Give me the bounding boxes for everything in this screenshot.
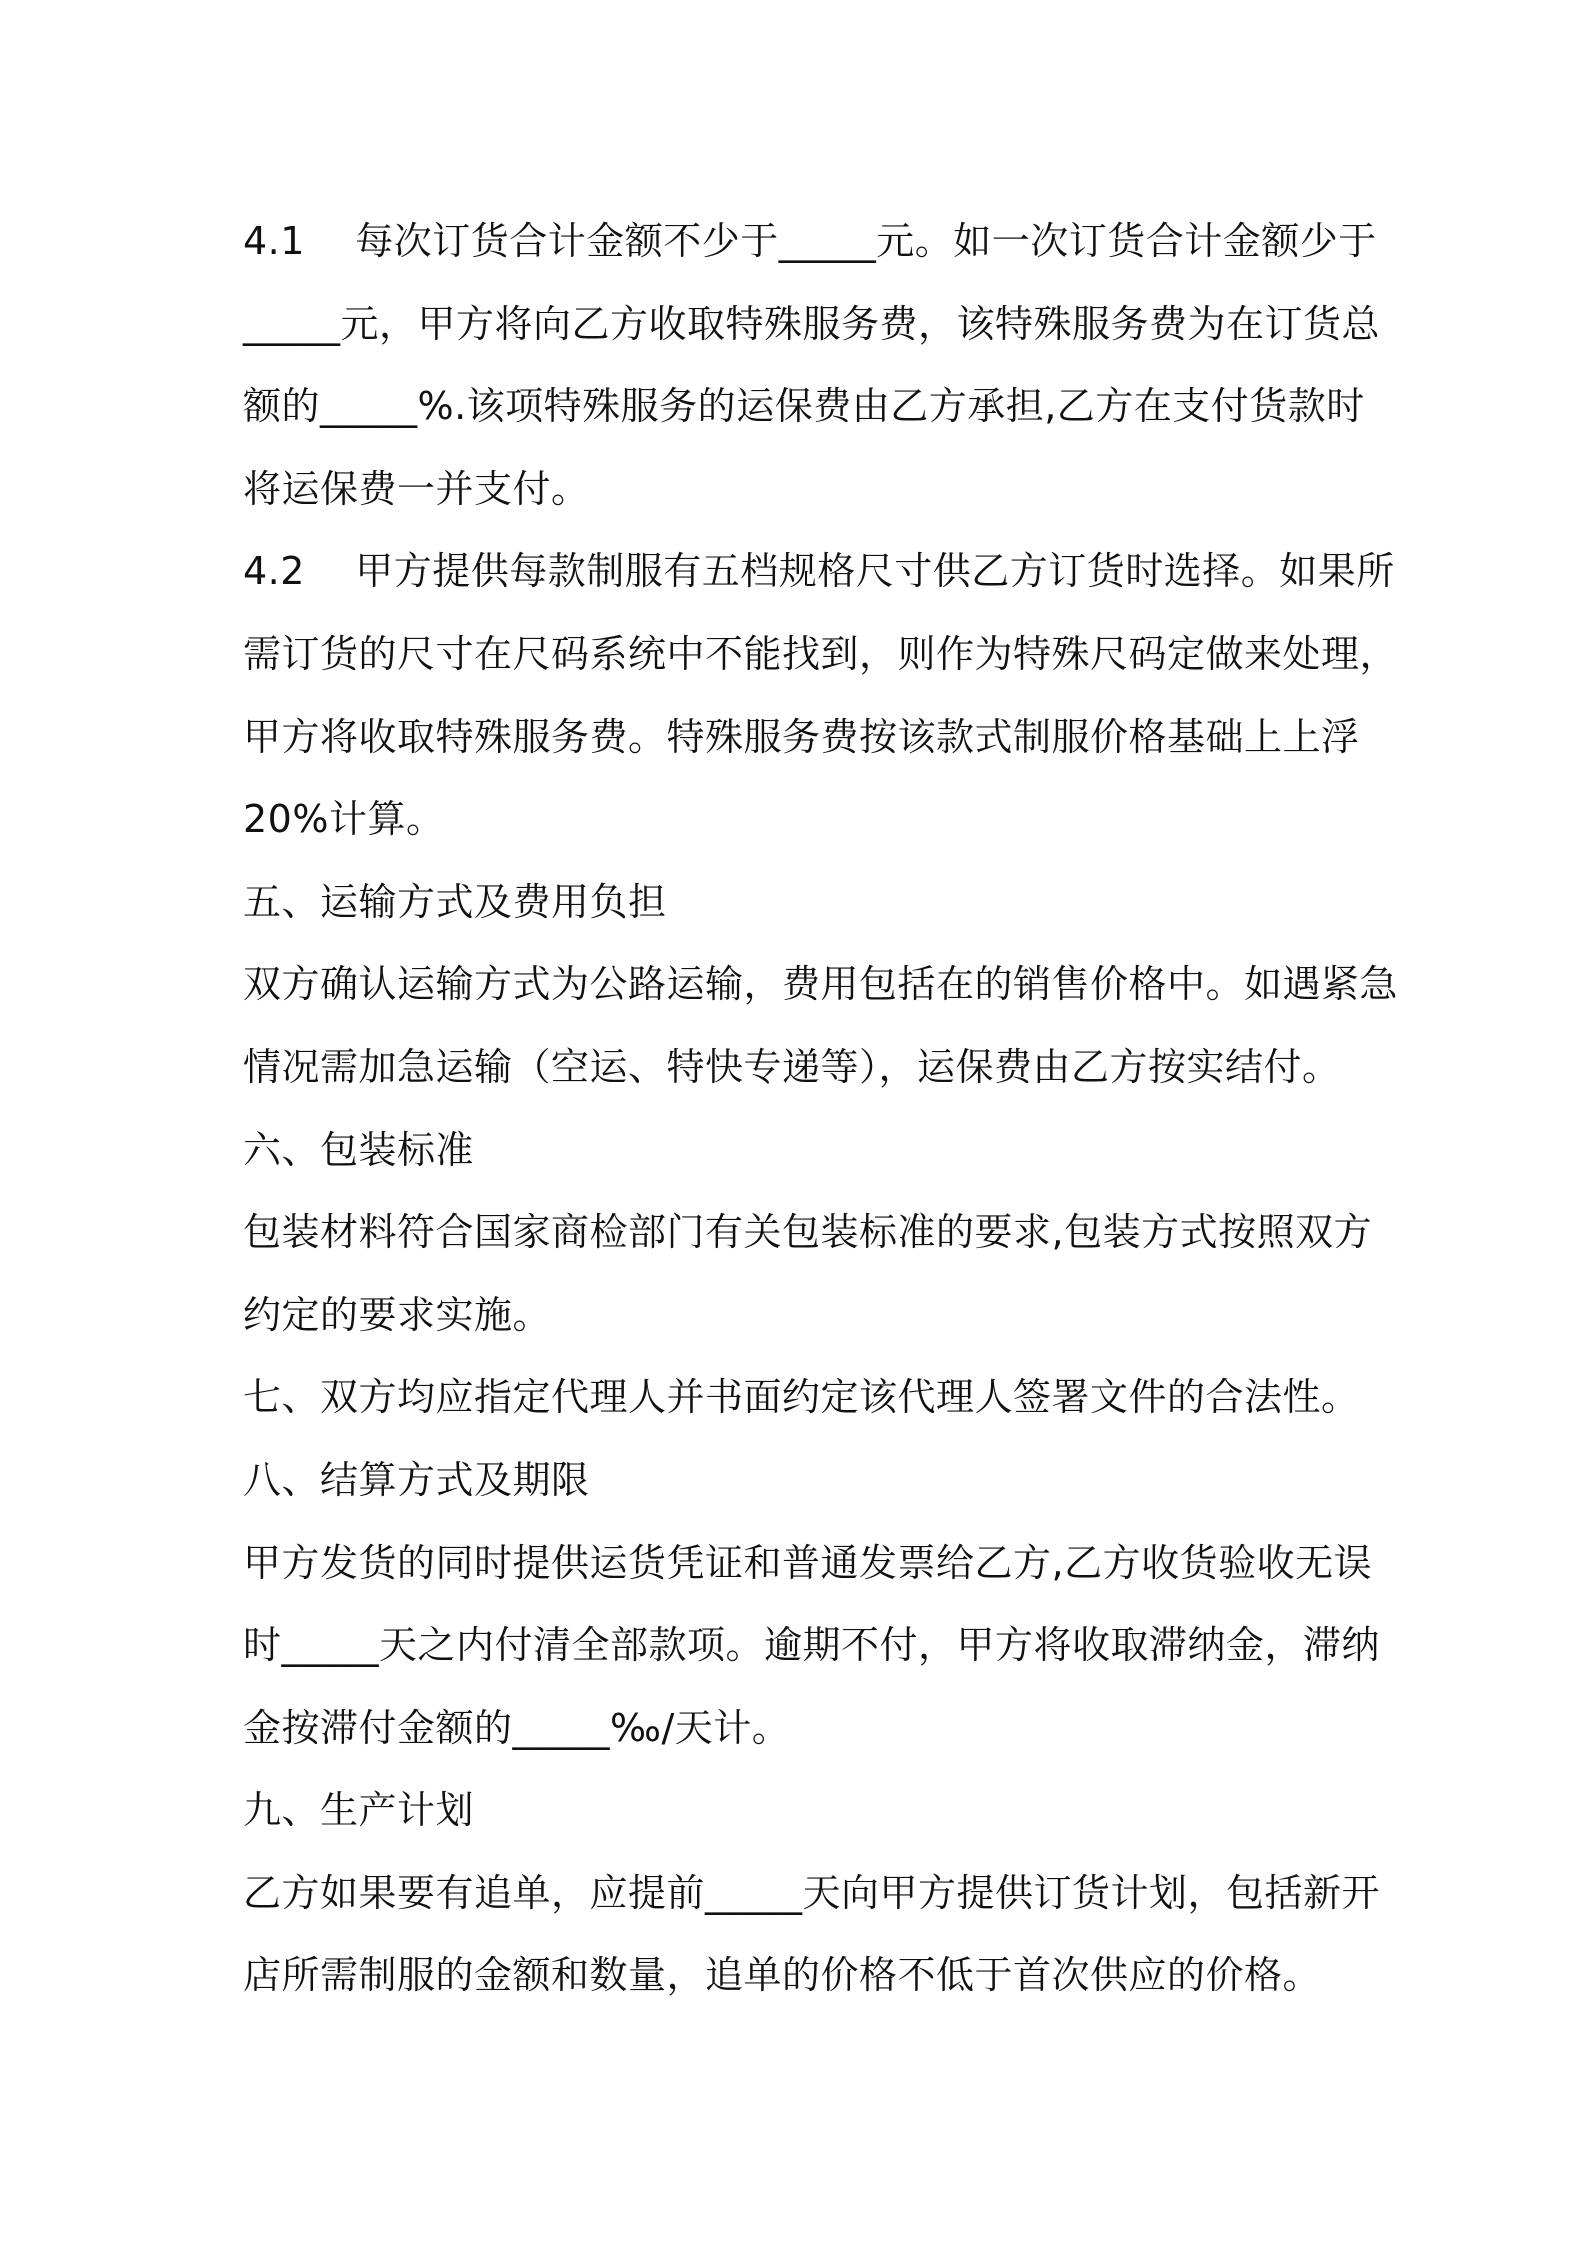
section-8-heading: 八、结算方式及期限 — [243, 1457, 590, 1502]
section-5-line-1: 双方确认运输方式为公路运输，费用包括在的销售价格中。如遇紧急 — [243, 962, 1399, 1007]
clause-4-1-line-4: 将运保费一并支付。 — [243, 466, 590, 511]
section-9-line-2: 店所需制服的金额和数量，追单的价格不低于首次供应的价格。 — [243, 1953, 1322, 1998]
section-8-line-3: 金按滞付金额的_____‰/天计。 — [243, 1705, 791, 1750]
clause-4-1-line-2: _____元，甲方将向乙方收取特殊服务费，该特殊服务费为在订货总 — [243, 301, 1381, 346]
clause-4-1-line-3: 额的_____%.该项特殊服务的运保费由乙方承担,乙方在支付货款时 — [243, 384, 1365, 429]
section-5-line-2: 情况需加急运输（空运、特快专递等），运保费由乙方按实结付。 — [243, 1044, 1341, 1089]
clause-4-2-line-1: 4.2 甲方提供每款制服有五档规格尺寸供乙方订货时选择。如果所 — [243, 549, 1395, 594]
clause-4-1-line-1: 4.1 每次订货合计金额不少于_____元。如一次订货合计金额少于 — [243, 219, 1377, 263]
section-8-line-1: 甲方发货的同时提供运货凭证和普通发票给乙方,乙方收货验收无误 — [243, 1540, 1373, 1585]
section-9-line-1: 乙方如果要有追单，应提前_____天向甲方提供订货计划，包括新开 — [243, 1870, 1381, 1915]
section-6-line-1: 包装材料符合国家商检部门有关包装标准的要求,包装方式按照双方 — [243, 1210, 1373, 1255]
section-7-heading: 七、双方均应指定代理人并书面约定该代理人签署文件的合法性。 — [243, 1375, 1360, 1420]
clause-4-2-line-2: 需订货的尺寸在尺码系统中不能找到，则作为特殊尺码定做来处理， — [243, 631, 1399, 676]
clause-4-2-line-4: 20%计算。 — [243, 797, 445, 842]
section-9-heading: 九、生产计划 — [243, 1788, 475, 1833]
section-6-line-2: 约定的要求实施。 — [243, 1292, 552, 1337]
section-6-heading: 六、包装标准 — [243, 1127, 475, 1172]
section-8-line-2: 时_____天之内付清全部款项。逾期不付，甲方将收取滞纳金，滞纳 — [243, 1623, 1381, 1668]
document-body — [243, 200, 1399, 2017]
section-5-heading: 五、运输方式及费用负担 — [243, 879, 667, 924]
clause-4-2-line-3: 甲方将收取特殊服务费。特殊服务费按该款式制服价格基础上上浮 — [243, 714, 1360, 759]
